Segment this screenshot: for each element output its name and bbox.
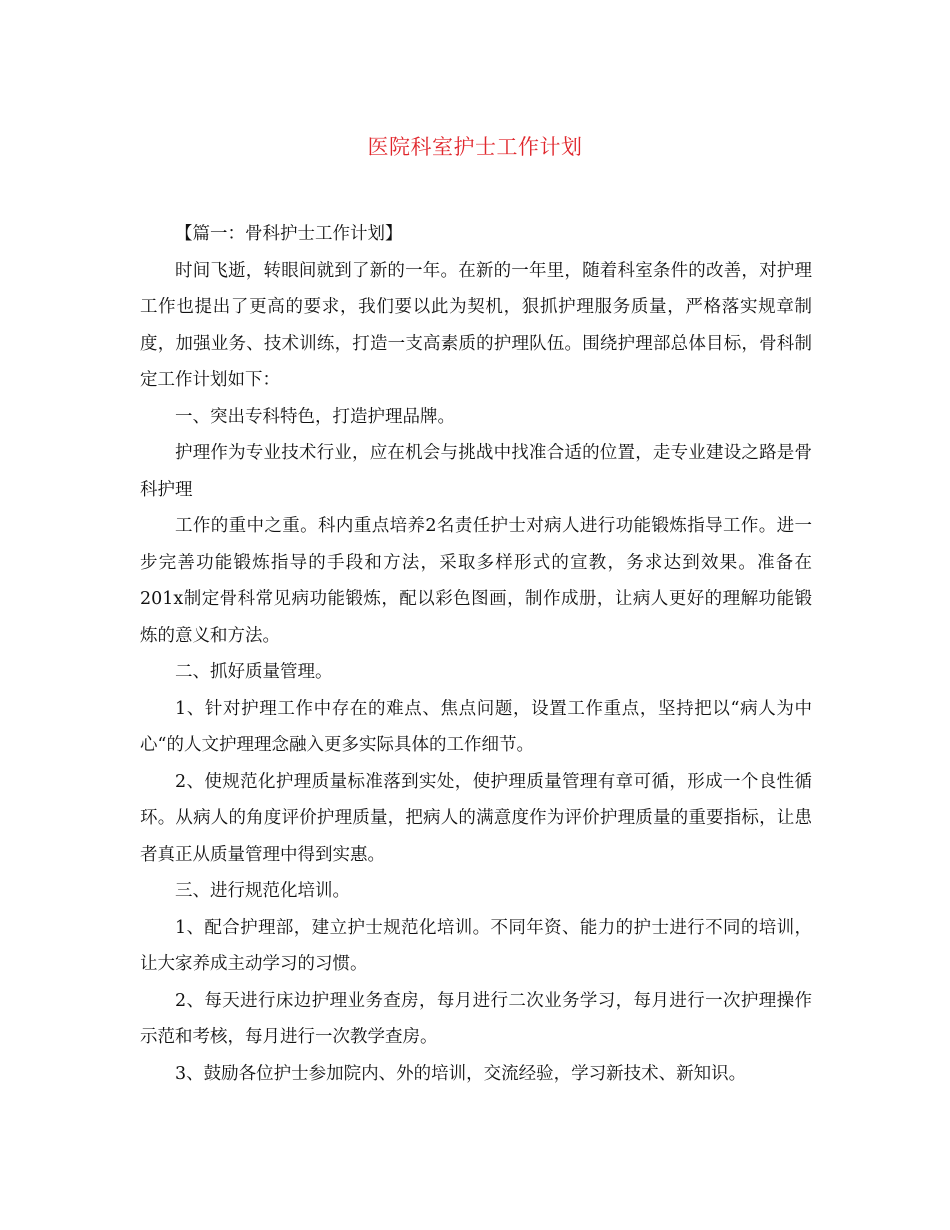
document-title: 医院科室护士工作计划 [367,135,583,159]
list-item: 3、鼓励各位护士参加院内、外的培训，交流经验，学习新技术、新知识。 [175,1063,747,1084]
heading-one: 一、突出专科特色，打造护理品牌。 [175,406,455,427]
list-item: 1、针对护理工作中存在的难点、焦点问题，设置工作重点，坚持把以“病人为中心“的人文护理理念融入更多实际具体的工作细节。 [140,698,812,755]
list-item: 2、每天进行床边护理业务查房，每月进行二次业务学习，每月进行一次护理操作示范和考核，每月进行一次教学查房。 [140,990,812,1047]
paragraph: 工作的重中之重。科内重点培养2名责任护士对病人进行功能锻炼指导工作。进一步完善功能锻炼指导的手段和方法，采取多样形式的宣教，务求达到效果。准备在201x制定骨科常见病功能锻炼，配以彩色图画，制作成册，让病人更好的理解功能锻炼的意义和方法。 [140,516,812,646]
list-item: 2、使规范化护理质量标准落到实处，使护理质量管理有章可循，形成一个良性循环。从病人的角度评价护理质量，把病人的满意度作为评价护理质量的重要指标，让患者真正从质量管理中得到实惠。 [140,771,812,865]
list-item: 1、配合护理部，建立护士规范化培训。不同年资、能力的护士进行不同的培训，让大家养成主动学习的习惯。 [140,917,812,974]
paragraph: 护理作为专业技术行业，应在机会与挑战中找准合适的位置，走专业建设之路是骨科护理 [140,443,812,500]
document-body [140,216,812,1092]
heading-three: 三、进行规范化培训。 [175,881,350,901]
intro-paragraph: 时间飞逝，转眼间就到了新的一年。在新的一年里，随着科室条件的改善，对护理工作也提出了更高的要求，我们要以此为契机，狠抓护理服务质量，严格落实规章制度，加强业务、技术训练，打造一支高素质的护理队伍。围绕护理部总体目标，骨科制定工作计划如下： [140,260,812,390]
section-heading-part-one: 【篇一：骨科护士工作计划】 [175,224,403,244]
heading-two: 二、抓好质量管理。 [175,662,333,682]
